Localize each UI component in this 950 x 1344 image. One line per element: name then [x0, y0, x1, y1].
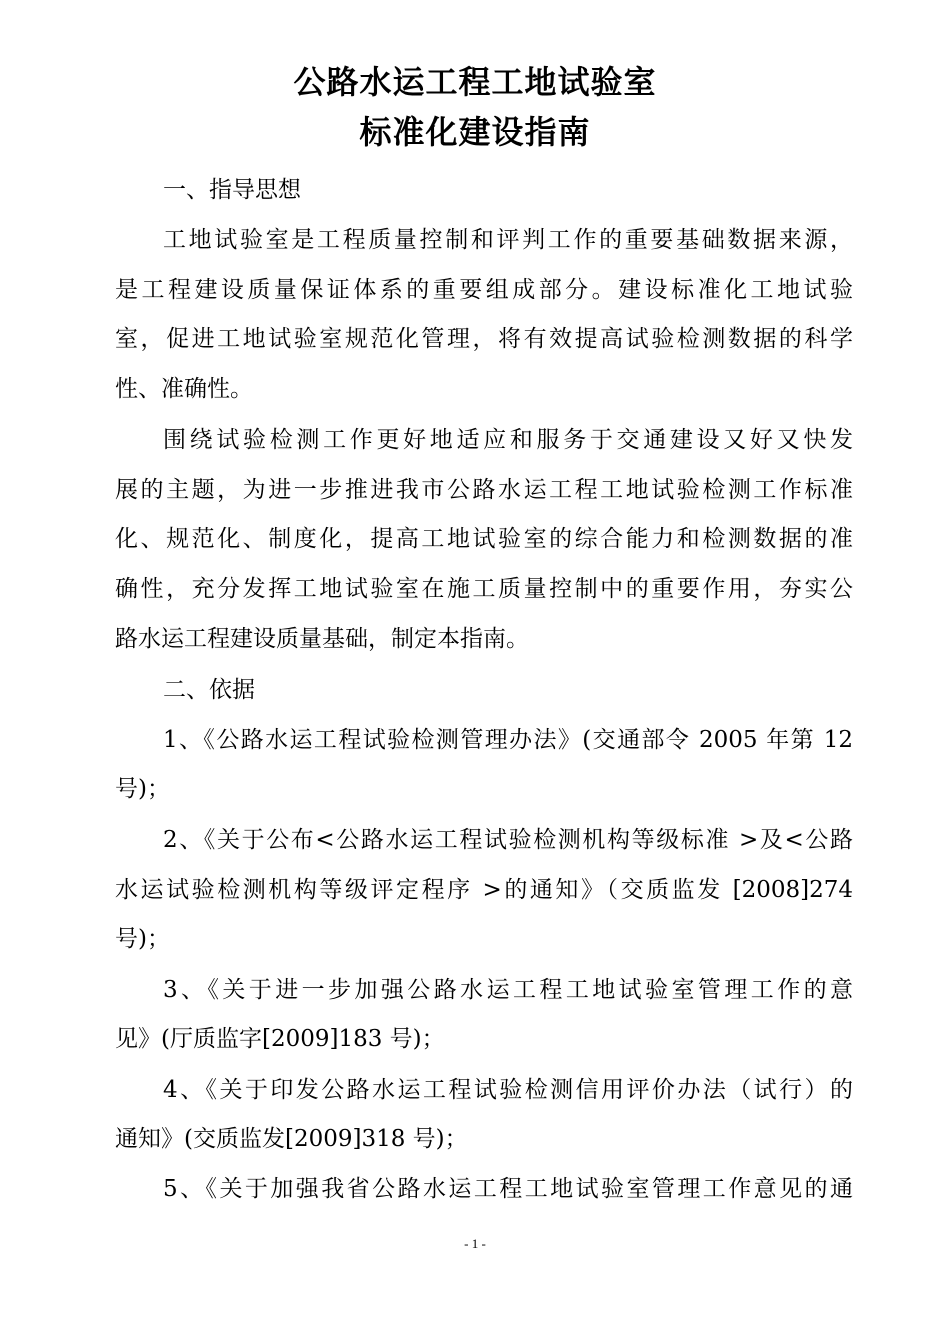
- paragraph-line: 性、准确性。: [115, 376, 253, 402]
- reference-item-line: 见》(厅质监字[2009]183 号)；: [115, 1026, 445, 1052]
- reference-item-line: 4、《关于印发公路水运工程试验检测信用评价办法（试行）的: [163, 1077, 853, 1103]
- reference-item-line: 号)；: [115, 926, 170, 952]
- paragraph-line: 室，促进工地试验室规范化管理，将有效提高试验检测数据的科学: [115, 326, 853, 352]
- paragraph-line: 展的主题，为进一步推进我市公路水运工程工地试验检测工作标准: [115, 477, 853, 503]
- page-number: - 1 -: [464, 1236, 486, 1251]
- document-title-line-1: 公路水运工程工地试验室: [293, 63, 657, 101]
- paragraph-line: 工地试验室是工程质量控制和评判工作的重要基础数据来源，: [163, 227, 853, 253]
- reference-item-line: 号)；: [115, 776, 170, 802]
- paragraph-line: 是工程建设质量保证体系的重要组成部分。建设标准化工地试验: [115, 277, 853, 303]
- paragraph-line: 围绕试验检测工作更好地适应和服务于交通建设又好又快发: [163, 427, 853, 453]
- document-title-line-2: 标准化建设指南: [359, 113, 591, 151]
- reference-item-line: 1、《公路水运工程试验检测管理办法》(交通部令 2005 年第 12: [163, 727, 853, 753]
- paragraph-line: 路水运工程建设质量基础，制定本指南。: [115, 626, 529, 652]
- paragraph-line: 确性，充分发挥工地试验室在施工质量控制中的重要作用，夯实公: [115, 576, 853, 602]
- section-heading-guiding-ideology: 一、指导思想: [163, 177, 301, 203]
- reference-item-line: 2、《关于公布<公路水运工程试验检测机构等级标准 >及<公路: [163, 827, 853, 853]
- reference-item-line: 水运试验检测机构等级评定程序 >的通知》（交质监发 [2008]274: [115, 877, 853, 903]
- reference-item-line: 5、《关于加强我省公路水运工程工地试验室管理工作意见的通: [163, 1176, 853, 1202]
- reference-item-line: 3、《关于进一步加强公路水运工程工地试验室管理工作的意: [163, 977, 853, 1003]
- reference-item-line: 通知》(交质监发[2009]318 号)；: [115, 1126, 468, 1152]
- paragraph-line: 化、规范化、制度化，提高工地试验室的综合能力和检测数据的准: [115, 526, 853, 552]
- section-heading-basis: 二、依据: [163, 677, 255, 703]
